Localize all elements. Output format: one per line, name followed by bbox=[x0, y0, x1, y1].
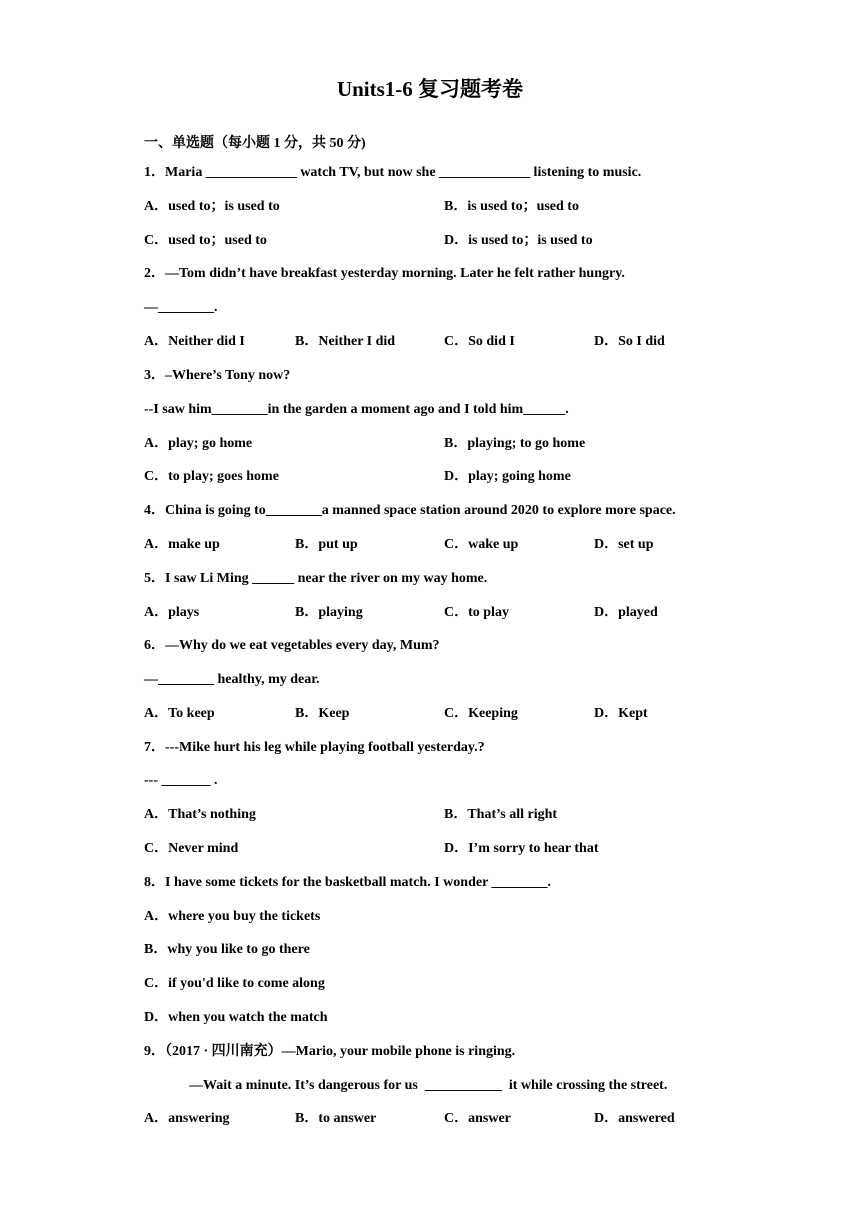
option-4b: B．put up bbox=[295, 537, 358, 552]
option-2b: B．Neither I did bbox=[295, 334, 396, 349]
option-9b: B．to answer bbox=[295, 1111, 377, 1126]
option-1c: C．used to；used to bbox=[144, 233, 267, 248]
question-9-stem: 9．（2017 · 四川南充）—Mario, your mobile phone is ringing. bbox=[144, 1044, 516, 1059]
option-7a: A．That’s nothing bbox=[144, 807, 256, 822]
question-3-stem: 3．–Where’s Tony now? bbox=[144, 368, 291, 383]
option-8c: C．if you'd like to come along bbox=[144, 976, 325, 991]
option-5b: B．playing bbox=[295, 605, 363, 620]
option-7c: C．Never mind bbox=[144, 841, 239, 856]
option-2a: A．Neither did I bbox=[144, 334, 245, 349]
option-3d: D．play; going home bbox=[444, 469, 571, 484]
question-2-reply: —________. bbox=[144, 300, 218, 315]
option-1a: A．used to；is used to bbox=[144, 199, 280, 214]
option-8d: D．when you watch the match bbox=[144, 1010, 328, 1025]
option-6a: A．To keep bbox=[144, 706, 215, 721]
option-7d: D．I’m sorry to hear that bbox=[444, 841, 599, 856]
question-2-stem: 2．—Tom didn’t have breakfast yesterday morning. Later he felt rather hungry. bbox=[144, 266, 625, 281]
option-4d: D．set up bbox=[594, 537, 654, 552]
option-6c: C．Keeping bbox=[444, 706, 518, 721]
option-5c: C．to play bbox=[444, 605, 509, 620]
option-9d: D．answered bbox=[594, 1111, 675, 1126]
option-6b: B．Keep bbox=[295, 706, 350, 721]
option-5a: A．plays bbox=[144, 605, 200, 620]
option-7b: B．That’s all right bbox=[444, 807, 558, 822]
option-5d: D．played bbox=[594, 605, 658, 620]
option-8a: A．where you buy the tickets bbox=[144, 909, 321, 924]
option-3c: C．to play; goes home bbox=[144, 469, 279, 484]
question-4-stem: 4．China is going to________a manned space station around 2020 to explore more space. bbox=[144, 503, 676, 518]
page-title: Units1-6 复习题考卷 bbox=[336, 77, 524, 101]
option-3b: B．playing; to go home bbox=[444, 436, 586, 451]
option-9c: C．answer bbox=[444, 1111, 511, 1126]
question-5-stem: 5．I saw Li Ming ______ near the river on my way home. bbox=[144, 571, 488, 586]
option-4c: C．wake up bbox=[444, 537, 519, 552]
option-2c: C．So did I bbox=[444, 334, 515, 349]
option-1d: D．is used to；is used to bbox=[444, 233, 593, 248]
option-3a: A．play; go home bbox=[144, 436, 253, 451]
section-heading: 一、单选题（每小题 1 分，共 50 分) bbox=[144, 136, 366, 151]
question-7-reply: --- _______ . bbox=[144, 773, 218, 788]
option-8b: B．why you like to go there bbox=[144, 942, 310, 957]
option-9a: A．answering bbox=[144, 1111, 230, 1126]
option-4a: A．make up bbox=[144, 537, 220, 552]
question-7-stem: 7．---Mike hurt his leg while playing football yesterday.? bbox=[144, 740, 485, 755]
question-6-reply: —________ healthy, my dear. bbox=[144, 672, 320, 687]
option-6d: D．Kept bbox=[594, 706, 648, 721]
option-2d: D．So I did bbox=[594, 334, 665, 349]
question-9-reply: —Wait a minute. It’s dangerous for us ___________ it while crossing the street. bbox=[189, 1078, 668, 1093]
question-8-stem: 8．I have some tickets for the basketball match. I wonder ________. bbox=[144, 875, 552, 890]
option-1b: B．is used to；used to bbox=[444, 199, 579, 214]
question-6-stem: 6．—Why do we eat vegetables every day, Mum? bbox=[144, 638, 440, 653]
question-3-reply: --I saw him________in the garden a moment ago and I told him______. bbox=[144, 402, 569, 417]
question-1-stem: 1．Maria _____________ watch TV, but now she _____________ listening to music. bbox=[144, 165, 642, 180]
